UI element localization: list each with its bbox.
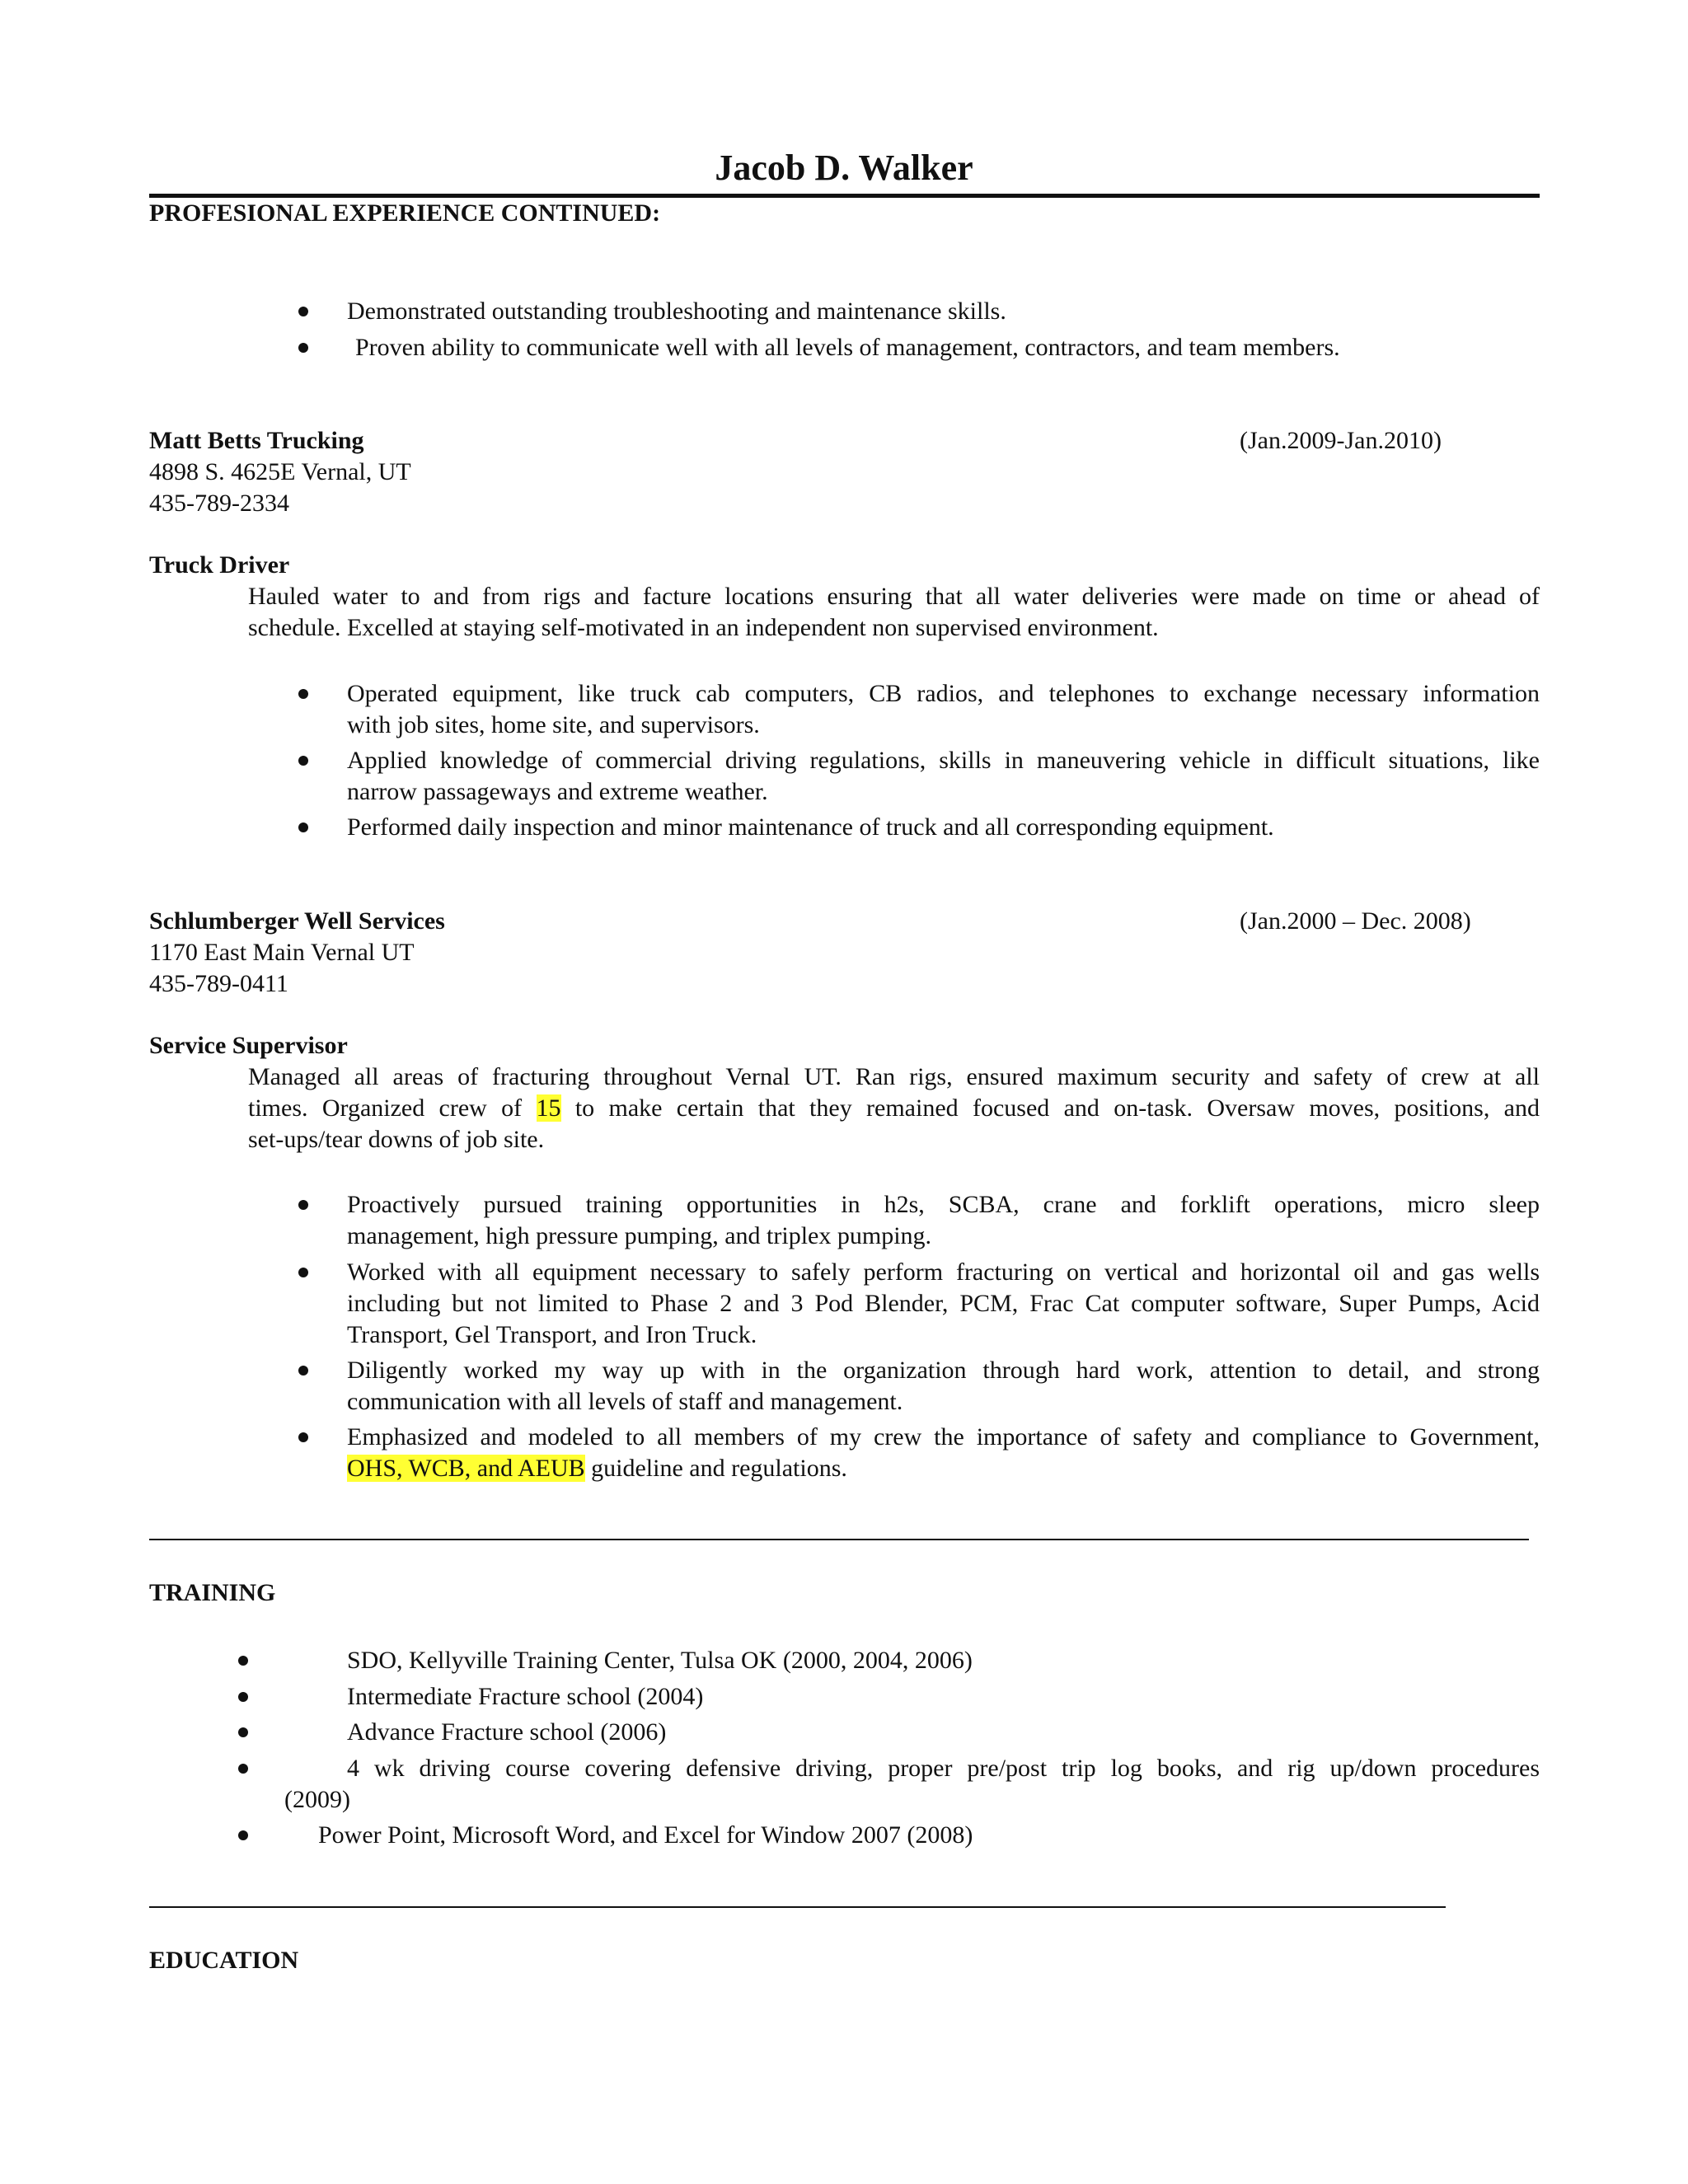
job-summary-line: Hauled water to and from rigs and facture locations ensuring that all water deliveries were made on time or ahead of (248, 583, 1540, 610)
list-item-text: guideline and regulations. (584, 1455, 847, 1482)
list-item-continuation: with job sites, home site, and supervisors. (347, 711, 760, 738)
job-title: Truck Driver (149, 551, 290, 579)
job-title: Service Supervisor (149, 1032, 348, 1059)
job-summary-line: set-ups/tear downs of job site. (248, 1126, 545, 1153)
list-item: Proactively pursued training opportunities in h2s, SCBA, crane and forklift operations, micro sleep (347, 1191, 1540, 1218)
bullet-icon (298, 689, 308, 699)
list-item: Applied knowledge of commercial driving regulations, skills in maneuvering vehicle in difficult situations, like (347, 747, 1540, 774)
section-divider (149, 1539, 1529, 1540)
bullet-icon (298, 307, 308, 316)
bullet-icon (298, 756, 308, 766)
list-item-continuation: Transport, Gel Transport, and Iron Truck. (347, 1321, 757, 1348)
bullet-icon (298, 823, 308, 832)
summary-text: to make certain that they remained focused and on-task. Oversaw moves, positions, and (560, 1094, 1540, 1122)
list-item-continuation: including but not limited to Phase 2 and 3 Pod Blender, PCM, Frac Cat computer software, Super Pumps, Acid (347, 1290, 1540, 1317)
list-item: Diligently worked my way up with in the organization through hard work, attention to detail, and strong (347, 1357, 1540, 1384)
list-item: Operated equipment, like truck cab computers, CB radios, and telephones to exchange necessary information (347, 680, 1540, 707)
section-heading-education: EDUCATION (149, 1947, 299, 1974)
company-phone: 435-789-2334 (149, 490, 289, 517)
list-item-continuation: narrow passageways and extreme weather. (347, 778, 768, 805)
bullet-icon (238, 1692, 248, 1702)
training-item: Power Point, Microsoft Word, and Excel for Window 2007 (2008) (318, 1821, 973, 1849)
list-item: Worked with all equipment necessary to safely perform fracturing on vertical and horizontal oil and gas wells (347, 1258, 1540, 1286)
list-item: Emphasized and modeled to all members of my crew the importance of safety and compliance to Government, (347, 1423, 1540, 1451)
bullet-icon (238, 1764, 248, 1774)
list-item-continuation (347, 1453, 847, 1484)
bullet-icon (238, 1656, 248, 1666)
job-summary-line: schedule. Excelled at staying self-motivated in an independent non supervised environment. (248, 614, 1159, 641)
job-summary-line (248, 1093, 1540, 1124)
bullet-icon (238, 1830, 248, 1840)
training-item: Intermediate Fracture school (2004) (347, 1683, 704, 1710)
highlighted-number: 15 (536, 1094, 561, 1122)
list-item-continuation: management, high pressure pumping, and triplex pumping. (347, 1222, 932, 1249)
bullet-icon (298, 1268, 308, 1277)
section-title-experience: PROFESIONAL EXPERIENCE CONTINUED: (149, 199, 661, 227)
summary-text: times. Organized crew of (248, 1094, 537, 1122)
company-name: Schlumberger Well Services (149, 907, 445, 935)
company-address: 4898 S. 4625E Vernal, UT (149, 458, 411, 485)
list-item-continuation: communication with all levels of staff and management. (347, 1388, 903, 1415)
training-item: Advance Fracture school (2006) (347, 1718, 667, 1746)
bullet-icon (298, 1432, 308, 1442)
bullet-icon (298, 1200, 308, 1210)
company-name: Matt Betts Trucking (149, 427, 364, 454)
employment-dates: (Jan.2009-Jan.2010) (1240, 427, 1442, 454)
list-item: Demonstrated outstanding troubleshooting and maintenance skills. (347, 298, 1006, 325)
list-item: Proven ability to communicate well with all levels of management, contractors, and team members. (355, 334, 1340, 361)
bullet-icon (238, 1727, 248, 1737)
training-item-continuation: (2009) (284, 1786, 350, 1813)
employment-dates: (Jan.2000 – Dec. 2008) (1240, 907, 1471, 935)
company-phone: 435-789-0411 (149, 970, 288, 997)
section-divider (149, 1906, 1446, 1908)
resume-name: Jacob D. Walker (715, 148, 973, 188)
company-address: 1170 East Main Vernal UT (149, 939, 415, 966)
job-summary-line: Managed all areas of fracturing throughout Vernal UT. Ran rigs, ensured maximum security and safety of crew at all (248, 1063, 1540, 1090)
training-item: SDO, Kellyville Training Center, Tulsa OK (2000, 2004, 2006) (347, 1647, 973, 1674)
highlighted-text: OHS, WCB, and AEUB (347, 1455, 585, 1482)
section-heading-training: TRAINING (149, 1579, 276, 1606)
list-item: Performed daily inspection and minor maintenance of truck and all corresponding equipment. (347, 813, 1274, 841)
bullet-icon (298, 343, 308, 353)
bullet-icon (298, 1366, 308, 1376)
training-item: 4 wk driving course covering defensive driving, proper pre/post trip log books, and rig up/down procedures (347, 1755, 1540, 1782)
